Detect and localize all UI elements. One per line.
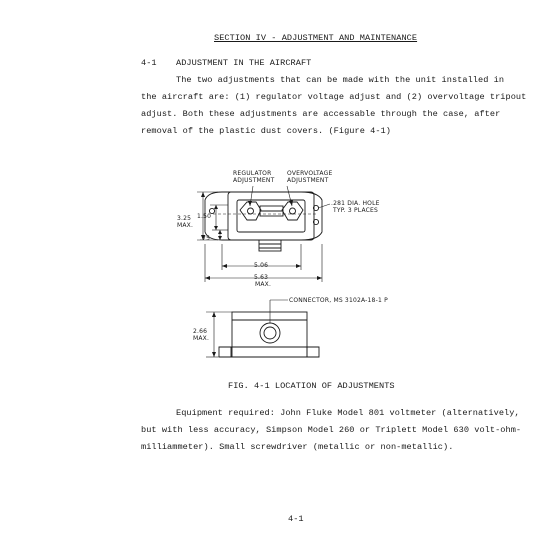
dim-266-value: 2.66 xyxy=(193,328,208,335)
connector-label: CONNECTOR, MS 3102A-18-1 P xyxy=(289,297,388,304)
paragraph2-line2: but with less accuracy, Simpson Model 260 or Triplett Model 630 volt-ohm- xyxy=(141,425,522,435)
hole-label-line2: TYP. 3 PLACES xyxy=(333,207,379,214)
overvoltage-adjustment-hex xyxy=(282,202,303,220)
dim-506-label: 5.06 xyxy=(254,262,269,269)
paragraph2-line1: Equipment required: John Fluke Model 801 voltmeter (alternatively, xyxy=(176,408,520,418)
regulator-adjustment-label-line1: REGULATOR xyxy=(233,170,272,177)
subsection-title: ADJUSTMENT IN THE AIRCRAFT xyxy=(176,58,312,68)
overvoltage-adjustment-label-line1: OVERVOLTAGE xyxy=(287,170,333,177)
section-header: SECTION IV - ADJUSTMENT AND MAINTENANCE xyxy=(214,33,418,43)
paragraph1-line4: removal of the plastic dust covers. (Figure 4-1) xyxy=(141,126,391,136)
regulator-adjustment-label-line2: ADJUSTMENT xyxy=(233,177,275,184)
connector-stub xyxy=(259,240,281,251)
paragraph1-line3: adjust. Both these adjustments are accessable through the case, after xyxy=(141,109,501,119)
dim-325-value: 3.25 xyxy=(177,215,192,222)
side-connector xyxy=(260,323,280,343)
page-number: 4-1 xyxy=(288,514,304,524)
dim-75-label: .75 xyxy=(200,235,211,242)
side-base xyxy=(219,347,319,357)
paragraph1-line1: The two adjustments that can be made with the unit installed in xyxy=(176,75,505,85)
dim-325-max: MAX. xyxy=(177,222,194,229)
paragraph1-line2: the aircraft are: (1) regulator voltage adjust and (2) overvoltage tripout xyxy=(141,92,527,102)
hole-label-line1: .281 DIA. HOLE xyxy=(331,200,380,207)
subsection-number: 4-1 xyxy=(141,58,157,68)
paragraph2-line3: milliammeter). Small screwdriver (metallic or non-metallic). xyxy=(141,442,454,452)
dim-150-label: 1.50 xyxy=(197,213,212,220)
overvoltage-adjustment-label-line2: ADJUSTMENT xyxy=(287,177,329,184)
figure-caption: FIG. 4-1 LOCATION OF ADJUSTMENTS xyxy=(228,381,395,391)
dim-563-value: 5.63 xyxy=(254,274,269,281)
side-body xyxy=(232,312,307,357)
dim-266-max: MAX. xyxy=(193,335,210,342)
dim-563-max: MAX. xyxy=(255,281,272,288)
